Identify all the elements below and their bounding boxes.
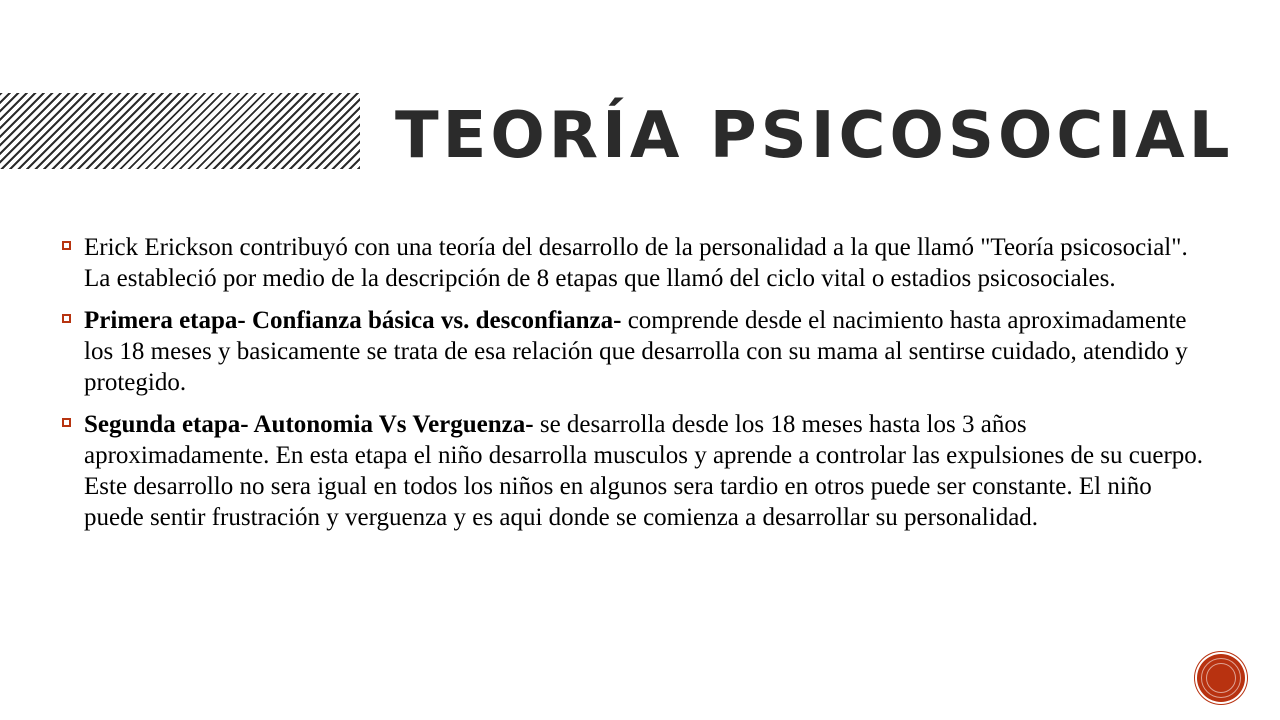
bullet-text: comprende desde el nacimiento hasta aproximadamente los 18 meses y basicamente se trata de esa relación que desarrolla con su mama al sentirse cuidado, atendido y protegido. bbox=[84, 307, 1188, 396]
ornament-ring bbox=[1206, 663, 1236, 693]
title-stripe-decoration bbox=[0, 93, 360, 169]
bullet-text: Erick Erickson contribuyó con una teoría del desarrollo de la personalidad a la que llamó "Teoría psicosocial". La estableció por medio de la descripción de 8 etapas que llamó del ciclo vital o estadios psicosociales. bbox=[84, 234, 1188, 292]
bullet-square-icon bbox=[62, 241, 71, 250]
bullet-heading: Primera etapa- Confianza básica vs. desconfianza- bbox=[84, 307, 622, 334]
circle-ornament-icon bbox=[1197, 654, 1245, 702]
bullet-item bbox=[62, 232, 1212, 294]
slide-title: TEORÍA PSICOSOCIAL bbox=[395, 99, 1234, 173]
bullet-item bbox=[62, 409, 1212, 533]
bullet-heading: Segunda etapa- Autonomia Vs Verguenza- bbox=[84, 411, 534, 438]
slide-content bbox=[62, 232, 1212, 544]
bullet-square-icon bbox=[62, 314, 71, 323]
bullet-text: se desarrolla desde los 18 meses hasta los 3 años aproximadamente. En esta etapa el niño desarrolla musculos y aprende a controlar las expulsiones de su cuerpo. Este desarrollo no sera igual en todos los niños en algunos sera tardio en otros puede ser constante. El niño puede sentir frustración y verguenza y es aqui donde se comienza a desarrollar su personalidad. bbox=[84, 411, 1204, 531]
bullet-item bbox=[62, 305, 1212, 398]
bullet-square-icon bbox=[62, 418, 71, 427]
